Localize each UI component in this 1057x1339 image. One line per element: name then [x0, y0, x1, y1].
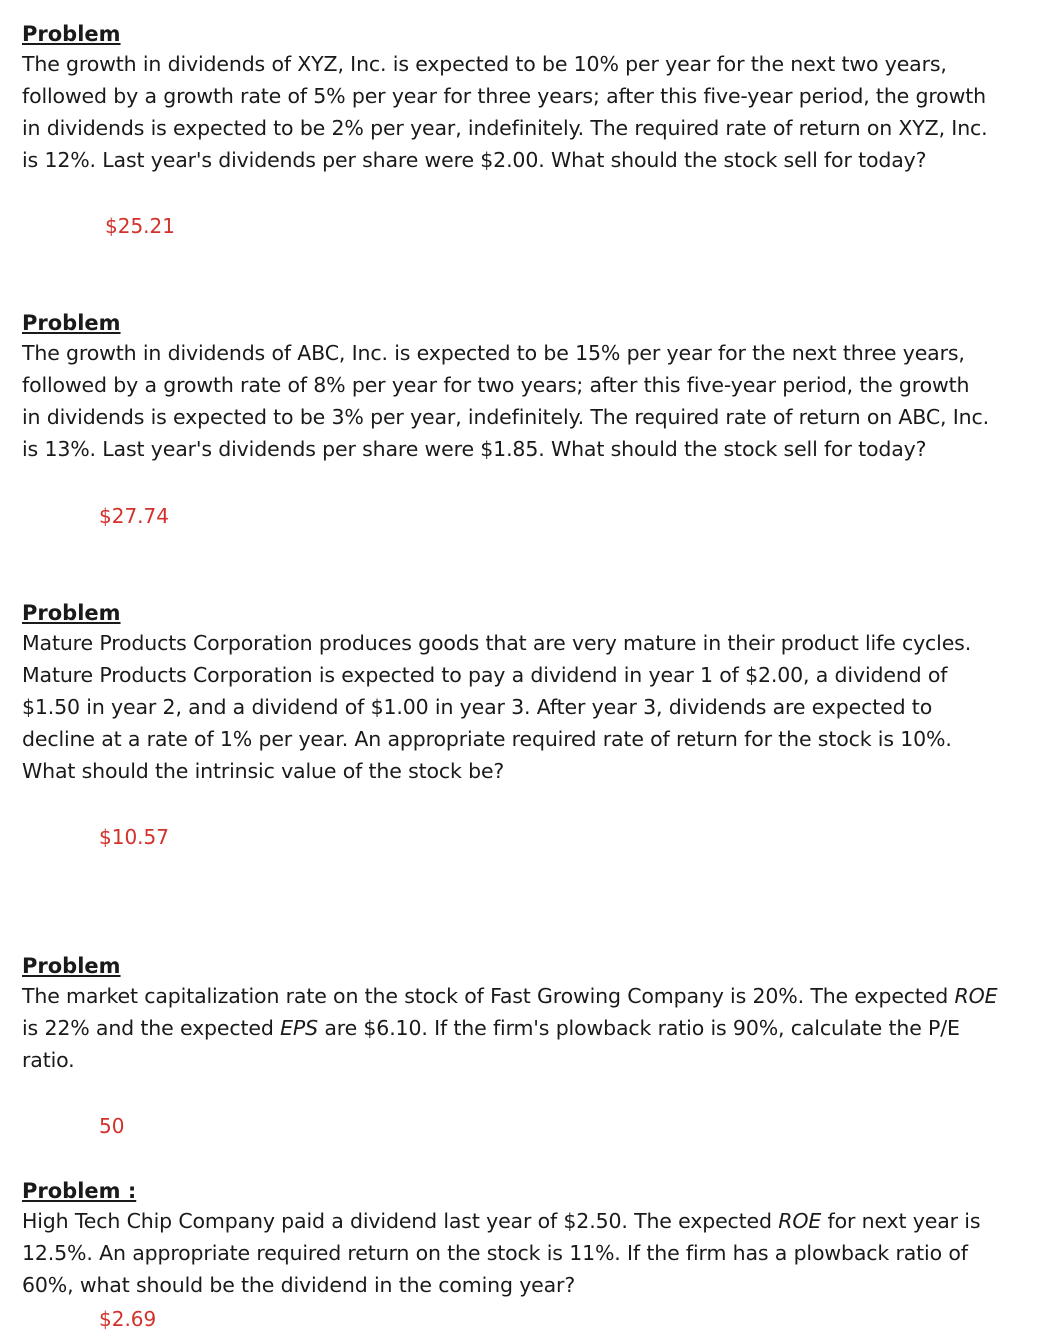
text-line: What should the intrinsic value of the stock be? [22, 759, 505, 783]
italic-term: EPS [280, 1016, 318, 1040]
text-line: High Tech Chip Company paid a dividend last year of $2.50. The expected ROE for next year is [22, 1209, 981, 1233]
text-line: is 22% and the expected EPS are $6.10. If the firm's plowback ratio is 90%, calculate the P/E [22, 1016, 960, 1040]
answer-value: $10.57 [99, 825, 169, 849]
problem-text [22, 48, 1052, 176]
italic-term: ROE [778, 1209, 822, 1233]
problem-1 [22, 20, 1052, 176]
problem-2 [22, 309, 1052, 465]
problem-heading: Problem [22, 22, 121, 46]
text-line: The market capitalization rate on the stock of Fast Growing Company is 20%. The expected ROE [22, 984, 998, 1008]
problem-heading: Problem [22, 954, 121, 978]
answer-value: 50 [99, 1114, 125, 1138]
text-line: in dividends is expected to be 3% per year, indefinitely. The required rate of return on ABC, Inc. [22, 405, 989, 429]
text-line: followed by a growth rate of 8% per year for two years; after this five-year period, the growth [22, 373, 970, 397]
italic-term: ROE [954, 984, 998, 1008]
text-line: decline at a rate of 1% per year. An appropriate required rate of return for the stock is 10%. [22, 727, 952, 751]
problem-heading: Problem [22, 601, 121, 625]
text-line: is 12%. Last year's dividends per share were $2.00. What should the stock sell for today? [22, 148, 927, 172]
problem-text [22, 337, 1052, 465]
text-line: is 13%. Last year's dividends per share were $1.85. What should the stock sell for today? [22, 437, 927, 461]
answer-value: $2.69 [99, 1307, 157, 1331]
text-line: Mature Products Corporation produces goods that are very mature in their product life cycles. [22, 631, 972, 655]
problem-heading: Problem [22, 311, 121, 335]
problem-3 [22, 599, 1052, 787]
text-line: $1.50 in year 2, and a dividend of $1.00 in year 3. After year 3, dividends are expected to [22, 695, 933, 719]
problem-text [22, 627, 1052, 787]
text-line: followed by a growth rate of 5% per year for three years; after this five-year period, the growth [22, 84, 986, 108]
problem-text [22, 980, 1052, 1076]
problem-4 [22, 952, 1052, 1076]
text-line: 12.5%. An appropriate required return on the stock is 11%. If the firm has a plowback ratio of [22, 1241, 968, 1265]
answer-value: $25.21 [105, 214, 175, 238]
problem-5 [22, 1177, 1052, 1301]
answer-value: $27.74 [99, 504, 169, 528]
text-line: Mature Products Corporation is expected to pay a dividend in year 1 of $2.00, a dividend of [22, 663, 948, 687]
text-line: in dividends is expected to be 2% per year, indefinitely. The required rate of return on XYZ, Inc. [22, 116, 988, 140]
problem-heading: Problem : [22, 1179, 137, 1203]
text-line: ratio. [22, 1048, 75, 1072]
text-line: The growth in dividends of XYZ, Inc. is expected to be 10% per year for the next two years, [22, 52, 947, 76]
problem-text [22, 1205, 1052, 1301]
text-line: 60%, what should be the dividend in the coming year? [22, 1273, 576, 1297]
text-line: The growth in dividends of ABC, Inc. is expected to be 15% per year for the next three years, [22, 341, 965, 365]
